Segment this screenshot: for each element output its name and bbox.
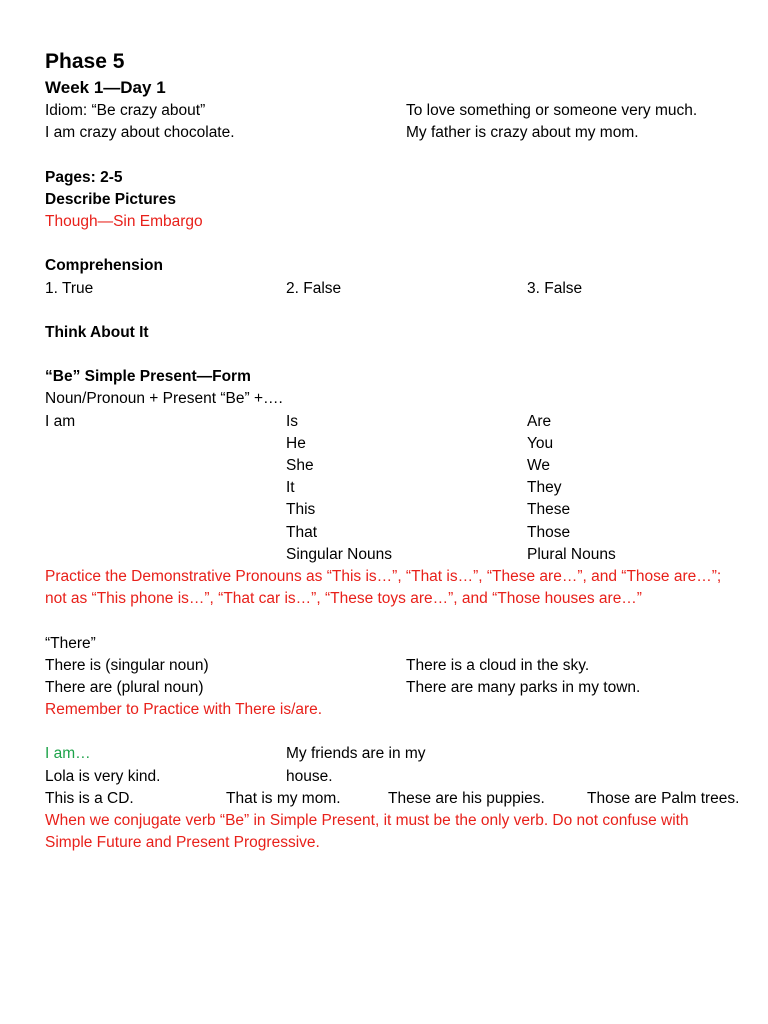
comprehension-heading: Comprehension	[45, 257, 163, 275]
there-plural-example: There are many parks in my town.	[406, 678, 641, 696]
be-cell: Are	[527, 412, 552, 430]
week-day-heading: Week 1—Day 1	[45, 78, 166, 97]
be-cell: Singular Nouns	[286, 545, 392, 563]
puppies-example: These are his puppies.	[388, 789, 545, 807]
be-cell: I am	[45, 412, 76, 430]
spacer	[45, 144, 745, 166]
there-singular-row	[45, 655, 745, 677]
idiom-label: Idiom: “Be crazy about”	[45, 102, 206, 119]
be-cell: Plural Nouns	[527, 545, 616, 563]
be-simple-present-heading: “Be” Simple Present—Form	[45, 368, 251, 386]
there-plural-label: There are (plural noun)	[45, 678, 204, 696]
be-cell: Those	[527, 523, 571, 541]
be-cell: We	[527, 457, 550, 474]
be-cell: These	[527, 501, 571, 519]
be-cell: You	[527, 434, 554, 452]
be-table-row	[45, 455, 745, 477]
there-plural-row	[45, 677, 745, 699]
pages-heading: Pages: 2-5	[45, 168, 123, 186]
there-heading: “There”	[45, 634, 96, 652]
demonstrative-note: Practice the Demonstrative Pronouns as “This is…”, “That is…”, “These are…”, and “Those are…”; not as “This phone is…”, “That car is…”, “These toys are…”, and “Those houses are…”	[45, 567, 722, 608]
examples-row-2	[45, 766, 745, 788]
friends-example-line-1: My friends are in my	[286, 745, 426, 763]
be-cell: This	[286, 501, 316, 519]
spacer	[45, 610, 745, 632]
idiom-definition: To love something or someone very much.	[406, 102, 698, 119]
be-table-row	[45, 544, 745, 566]
document-page	[45, 48, 745, 854]
idiom-row	[45, 100, 745, 122]
there-singular-label: There is (singular noun)	[45, 656, 209, 674]
though-note: Though—Sin Embargo	[45, 212, 203, 230]
palm-example: Those are Palm trees.	[587, 789, 740, 807]
comprehension-answer: 1. True	[45, 279, 94, 297]
be-cell: They	[527, 479, 562, 497]
comprehension-answers-row	[45, 278, 745, 300]
be-table-row	[45, 433, 745, 455]
be-cell: Is	[286, 412, 299, 430]
examples-row-3	[45, 788, 745, 810]
be-cell: He	[286, 434, 306, 452]
comprehension-answer: 2. False	[286, 279, 342, 297]
be-table-row	[45, 499, 745, 521]
page-title: Phase 5	[45, 50, 125, 73]
be-cell: She	[286, 457, 314, 474]
think-about-it-heading: Think About It	[45, 323, 149, 341]
spacer	[45, 300, 745, 322]
be-cell: That	[286, 523, 318, 541]
be-table-row	[45, 411, 745, 433]
friends-example-line-2: house.	[286, 767, 333, 785]
there-reminder: Remember to Practice with There is/are.	[45, 701, 323, 719]
be-formula: Noun/Pronoun + Present “Be” +….	[45, 390, 283, 408]
describe-pictures-heading: Describe Pictures	[45, 190, 176, 208]
spacer	[45, 344, 745, 366]
be-table-row	[45, 522, 745, 544]
be-cell: It	[286, 479, 295, 497]
idiom-example-2: My father is crazy about my mom.	[406, 124, 639, 142]
comprehension-answer: 3. False	[527, 279, 583, 297]
spacer	[45, 721, 745, 743]
idiom-examples-row	[45, 122, 745, 144]
there-singular-example: There is a cloud in the sky.	[406, 656, 590, 674]
idiom-example-1: I am crazy about chocolate.	[45, 124, 235, 142]
lola-example: Lola is very kind.	[45, 767, 161, 785]
spacer	[45, 233, 745, 255]
i-am-example: I am…	[45, 745, 91, 763]
mom-example: That is my mom.	[226, 789, 341, 807]
be-table-row	[45, 477, 745, 499]
examples-row-1	[45, 743, 745, 765]
cd-example: This is a CD.	[45, 789, 134, 807]
final-note: When we conjugate verb “Be” in Simple Present, it must be the only verb. Do not confuse with Simple Future and Present Progressive.	[45, 812, 689, 852]
